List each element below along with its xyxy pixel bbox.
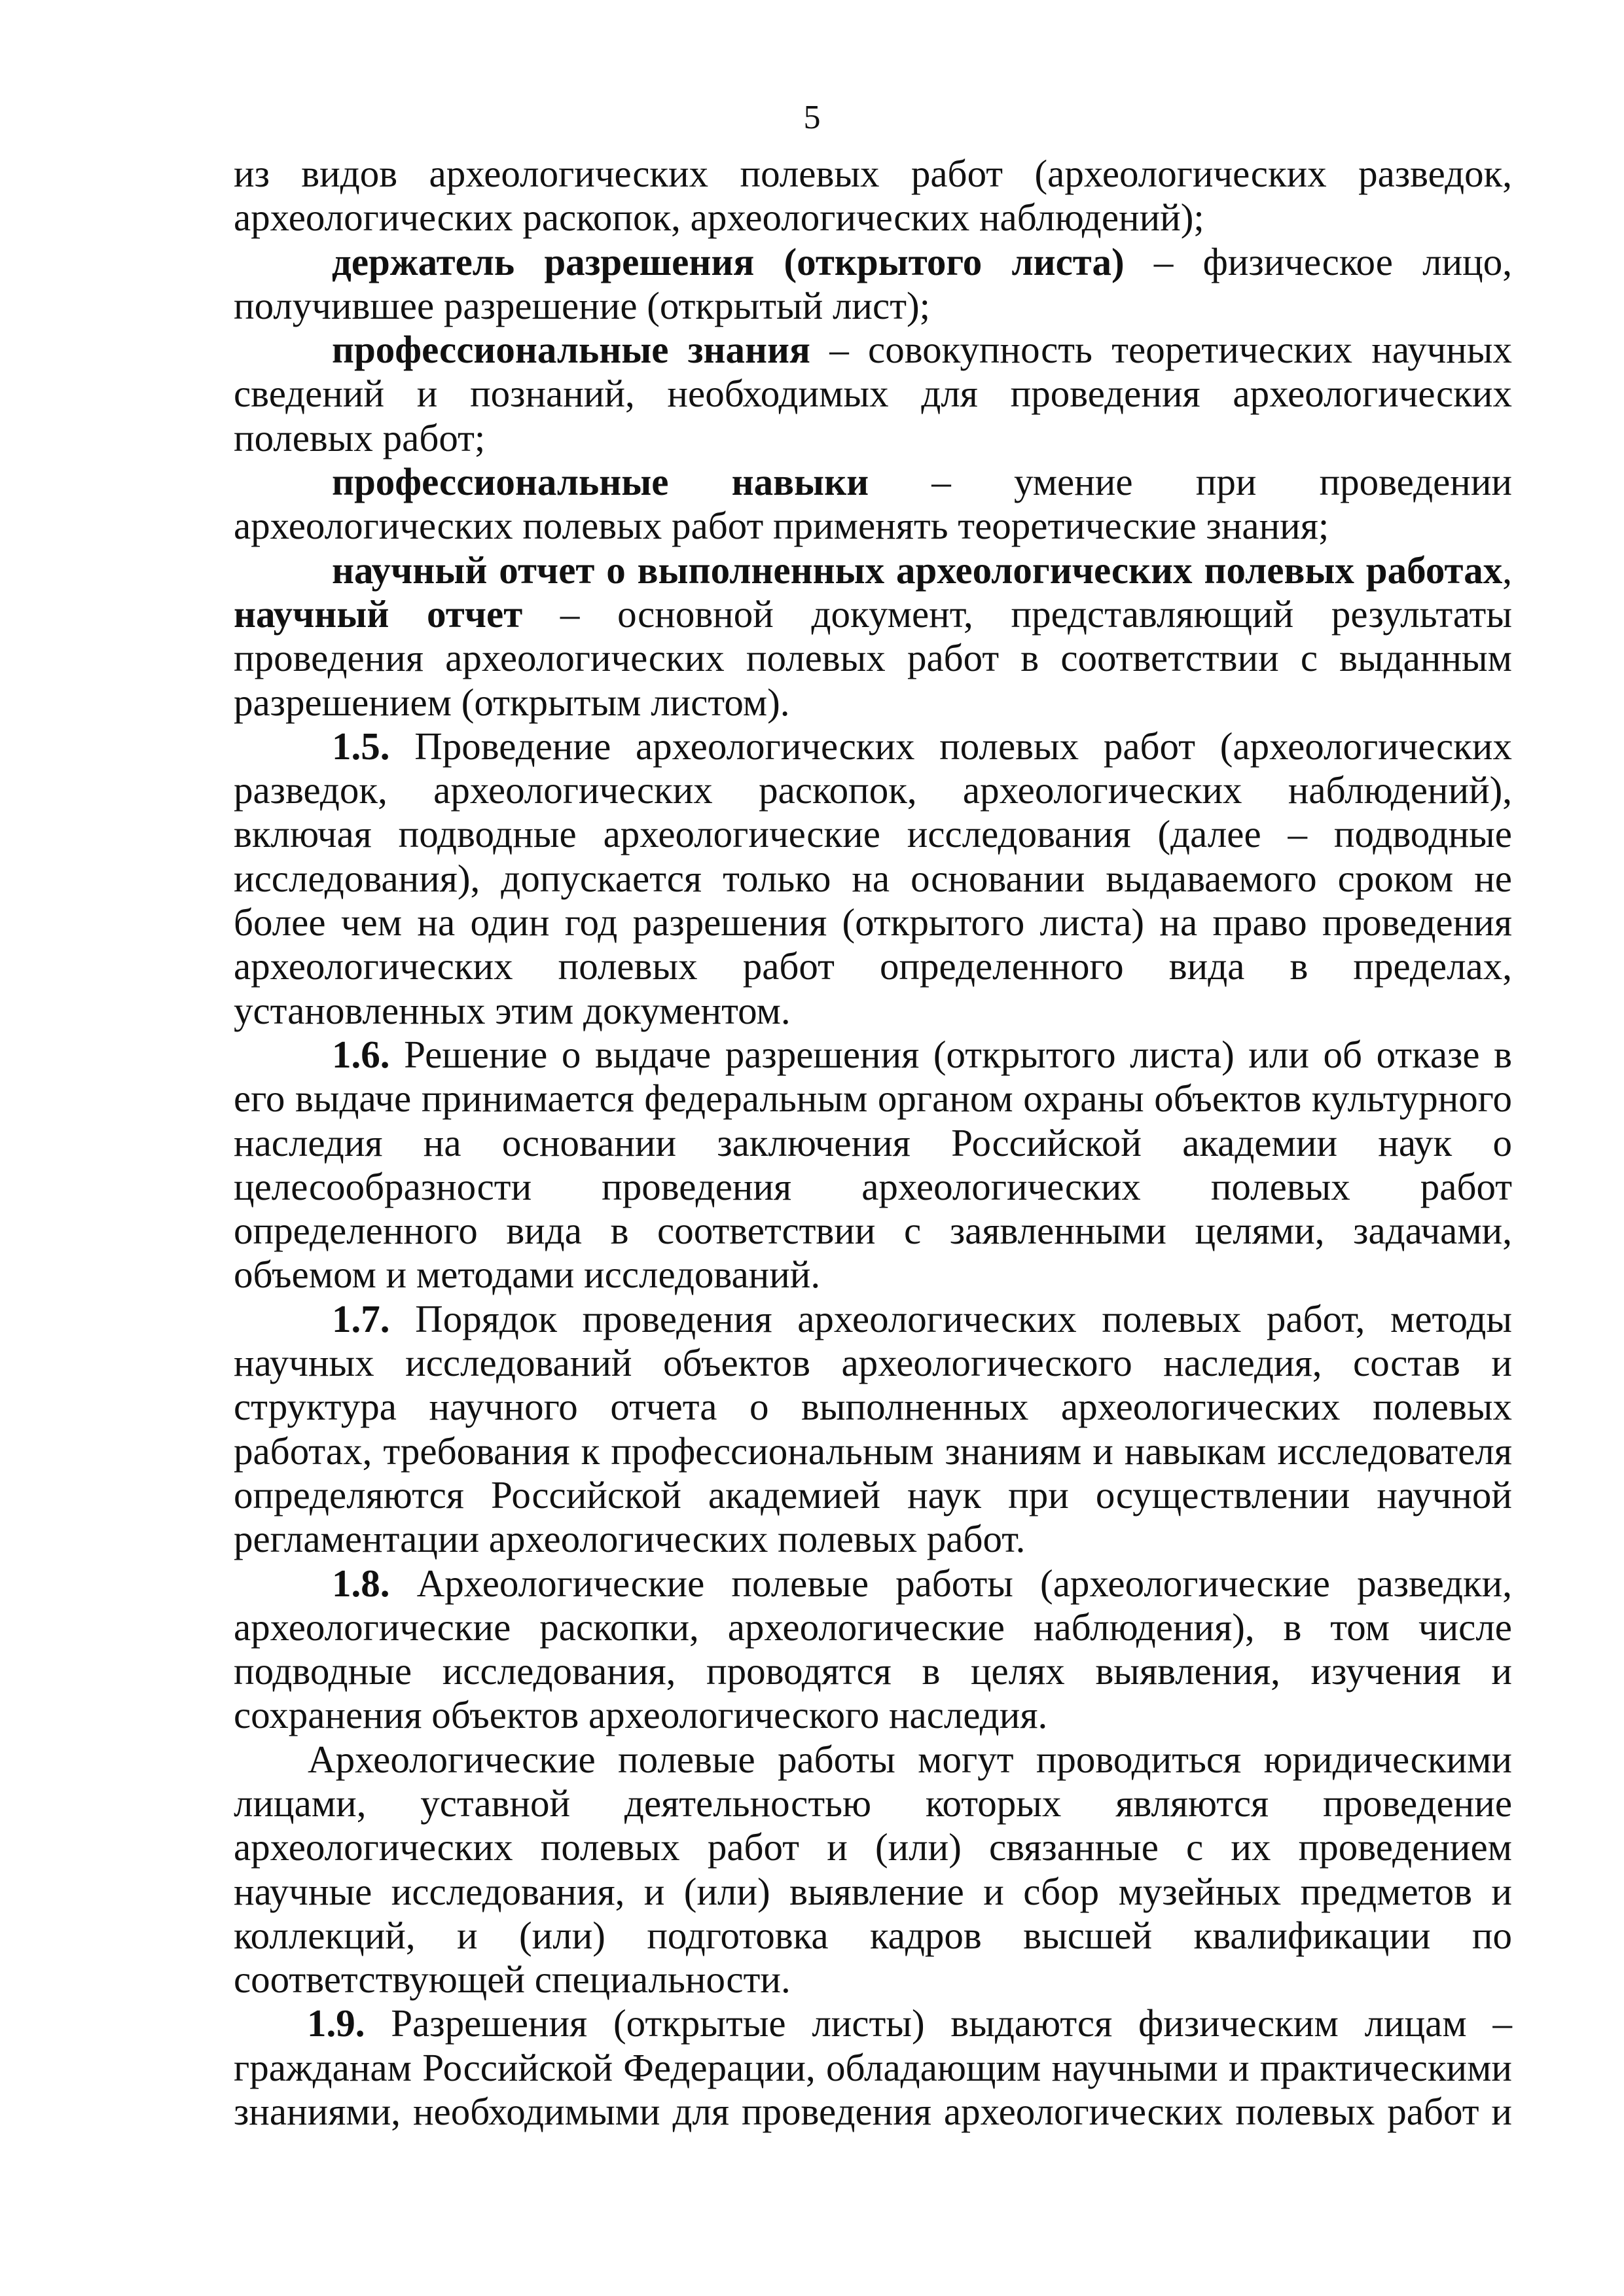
definition-scientific-report: [234, 548, 1512, 725]
clause-text: Порядок проведения археологических полевых работ, методы научных исследований объектов археологического наследия, состав и структура научного отчета о выполненных археологических полевых работах, требования к профессиональным знаниям и навыкам исследователя определяются Российской академией наук при осуществлении научной регламентации археологических полевых работ.: [234, 1297, 1512, 1561]
paragraph-text: из видов археологических полевых работ (археологических разведок, археологических раскопок, археологических наблюдений);: [234, 152, 1512, 240]
clause-1-5: [234, 725, 1512, 1033]
definition-term: профессиональные навыки: [332, 460, 869, 504]
definition-term: держатель разрешения (открытого листа): [332, 240, 1125, 283]
clause-text: Археологические полевые работы (археологические разведки, археологические раскопки, археологические наблюдения), в том числе подводные исследования, проводятся в целях выявления, изучения и сохранения объектов археологического наследия.: [234, 1561, 1512, 1737]
definition-text: – основной документ, представляющий результаты проведения археологических полевых работ в соответствии с выданным разрешением (открытым листом).: [234, 592, 1512, 724]
clause-text: Разрешения (открытые листы) выдаются физическим лицам – гражданам Российской Федерации, обладающим научными и практическими знаниями, необходимыми для проведения археологических полевых работ и: [234, 2001, 1512, 2134]
clause-text: Решение о выдаче разрешения (открытого листа) или об отказе в его выдаче принимается федеральным органом охраны объектов культурного наследия на основании заключения Российской академии наук о целесообразности проведения археологических полевых работ определенного вида в соответствии с заявленными целями, задачами, объемом и методами исследований.: [234, 1032, 1512, 1297]
clause-1-8: [234, 1562, 1512, 1738]
page-number: 5: [803, 99, 821, 136]
definition-text: – совокупность теоретических научных сведений и познаний, необходимых для проведения археологических полевых работ;: [234, 328, 1513, 459]
document-body: [234, 152, 1512, 2134]
definition-text: – физическое лицо, получившее разрешение (открытый лист);: [234, 240, 1512, 327]
definition-permit-holder: [234, 240, 1512, 329]
clause-number: 1.6.: [332, 1032, 390, 1076]
paragraph-continuation: [234, 152, 1512, 240]
clause-number: 1.9.: [307, 2001, 365, 2045]
definition-text: – умение при проведении археологических полевых работ применять теоретические знания;: [234, 460, 1513, 548]
definition-professional-skills: [234, 460, 1512, 548]
clause-1-6: [234, 1033, 1512, 1297]
paragraph-text: Археологические полевые работы могут проводиться юридическими лицами, уставной деятельностью которых являются проведение археологических полевых работ и (или) связанные с их проведением научные исследования, и (или) выявление и сбор музейных предметов и коллекций, и (или) подготовка кадров высшей квалификации по соответствующей специальности.: [234, 1737, 1512, 2001]
definition-term: научный отчет о выполненных археологических полевых работах: [332, 548, 1503, 592]
clause-number: 1.5.: [332, 724, 390, 768]
clause-1-7: [234, 1297, 1512, 1562]
clause-number: 1.7.: [332, 1297, 390, 1340]
clause-1-9: [234, 2001, 1512, 2134]
definition-term-short: научный отчет: [234, 592, 523, 636]
clause-number: 1.8.: [332, 1561, 390, 1605]
definition-term: профессиональные знания: [332, 328, 810, 372]
clause-text: Проведение археологических полевых работ (археологических разведок, археологических раскопок, археологических наблюдений), включая подводные археологические исследования (далее – подводные исследования), допускается только на основании выдаваемого сроком не более чем на один год разрешения (открытого листа) на право проведения археологических полевых работ определенного вида в пределах, установленных этим документом.: [234, 724, 1512, 1032]
definition-separator: ,: [1502, 548, 1512, 592]
definition-professional-knowledge: [234, 328, 1512, 460]
clause-1-8-continuation: [234, 1738, 1512, 2002]
